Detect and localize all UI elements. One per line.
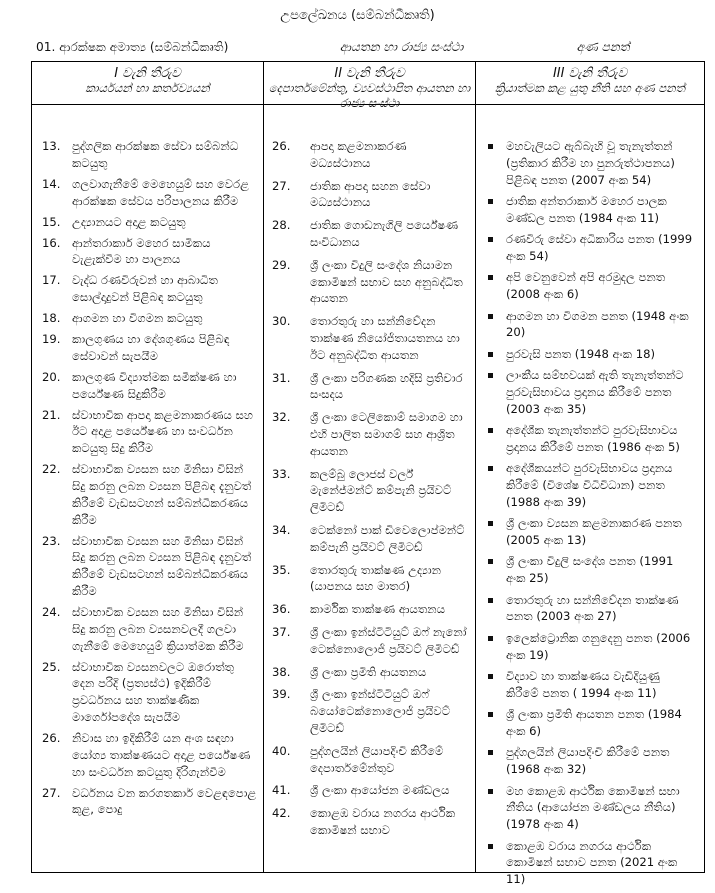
functions-list — [32, 138, 260, 822]
list-item — [264, 743, 475, 777]
item-text: ශ්‍රී ලංකා ආයෝජන මණ්ඩලය — [310, 783, 450, 798]
list-item — [32, 407, 260, 457]
square-bullet-icon — [488, 373, 493, 378]
square-bullet-icon — [488, 750, 493, 755]
item-text: නිවාස හා ඉදිකිරීම් යන අංශ සඳහා යෝග්‍ය තාක්ෂණයට අදාළ පර්යේෂණ හා සංවර්ධන කටයුතු දිරිගැන්වීම — [72, 730, 251, 779]
square-bullet-icon — [488, 144, 493, 149]
section-header-row — [30, 40, 710, 58]
list-item — [264, 601, 475, 618]
list-item — [32, 533, 260, 600]
list-item — [32, 331, 260, 365]
item-text: පුද්ගලික ආරක්ෂක සේවා සම්බන්ධ කටයුතු — [72, 139, 239, 170]
item-text: ශ්‍රී ලංකා ව්‍යසන කළමනාකරණ පනත (2005 අංක 13) — [506, 516, 682, 548]
list-item — [32, 310, 260, 327]
square-bullet-icon — [488, 789, 493, 794]
item-number: 24. — [42, 604, 61, 619]
column-2-title: II වැනි තීරුව — [334, 66, 405, 81]
list-item — [476, 308, 704, 342]
item-number: 31. — [272, 370, 291, 385]
list-item — [32, 604, 260, 654]
square-bullet-icon — [488, 636, 493, 641]
item-text: ආන්තරාකාර් මහෙර සාමිකය වැළැක්වීම හා පාලනය — [72, 235, 211, 267]
item-text: කාලගුණය හා දේශගුණය පිළිබඳ සේවාවන් සැපයීම — [72, 332, 230, 363]
item-number: 42. — [272, 806, 291, 821]
square-bullet-icon — [488, 598, 493, 603]
square-bullet-icon — [488, 428, 493, 433]
list-item — [476, 783, 704, 833]
item-text: කාලගුණ විද්‍යාත්මක සමීක්ෂණ හා පර්යේෂණ සිදුකිරීම — [72, 369, 237, 401]
item-text: වැද්ධ රණවිරුවන් හා ආබාධිත සොල්දාදුවන් පිළිබඳ කටයුතු — [72, 273, 218, 305]
item-number: 23. — [42, 533, 61, 548]
column-3-subtitle: ක්‍රියාත්මක කළ යුතු නීති සහ අණ පනත් — [495, 81, 685, 95]
list-item — [32, 272, 260, 306]
item-number: 14. — [42, 176, 61, 191]
item-text: පුරවැසි පනත (1948 අංක 18) — [506, 346, 655, 361]
item-number: 33. — [272, 466, 291, 481]
acts-list — [476, 138, 704, 893]
item-text: කොළඹ වරාය නගරය ආර්ථික කොමිෂන් සභාව පනත (2021 අංක 11) — [506, 838, 678, 887]
item-number: 38. — [272, 664, 291, 679]
square-bullet-icon — [488, 237, 493, 242]
item-text: ගලවාගැනීමේ මෙහෙයුම් සහ වෙරළ ආරක්ෂක සේවය පරිපාලනය කිරීම — [72, 176, 249, 208]
item-text: ශ්‍රී ලංකා ටෙලිකොම් සමාගම හා එහි පාලිත සමාගම් සහ ආශ්‍රිත ආයතන — [310, 410, 463, 458]
item-text: රණවිරු සේවා අධිකාරිය පනත (1999 අංක 54) — [506, 232, 693, 263]
item-text: ශ්‍රී ලංකා ප්‍රමිති ආයතනය — [310, 664, 427, 679]
square-bullet-icon — [488, 559, 493, 564]
item-text: ශ්‍රී ලංකා විදුලි සංදේශ පනත (1991 අංක 25) — [506, 554, 674, 586]
list-item — [264, 664, 475, 681]
item-text: කොළඹ වරාය නගරය ආර්ථික කොමිෂන් සභාව — [310, 806, 456, 837]
item-number: 26. — [42, 730, 61, 745]
item-text: ජාතික අන්තරාකාර් මහෙර පාලක මණ්ඩල පනත (1984 අංක 11) — [506, 193, 667, 225]
square-bullet-icon — [488, 466, 493, 471]
item-text: ශ්‍රී ලංකා ඉන්ස්ටිටියුට් ඔෆ් බයෝටෙක්නොලොජි ප්‍රයිවට් ලිමිටඩ් — [310, 687, 451, 735]
list-item — [476, 422, 704, 456]
item-number: 19. — [42, 332, 61, 347]
column-1-subtitle: කාර්යයන් හා කර්තව්‍යයන් — [85, 81, 210, 95]
item-text: ජාතික ගොඩනැගිලි පර්යේෂණ සංවිධානය — [310, 218, 459, 249]
item-text: තොරතුරු හා සන්නිවේදන තාක්ෂණ නියෝජිතායතනය හා ඊට අනුබද්ධිත ආයතන — [310, 314, 460, 362]
item-text: ස්වාභාවික ව්‍යසන සහ මිනිසා විසින් සිදු කරනු ලබන ව්‍යසන පිළිබඳ දැනුවත් කිරීමේ වැඩසටහන් සම්බන්ධීකරණය කිරීම — [72, 533, 252, 598]
square-bullet-icon — [488, 674, 493, 679]
item-text: ටෙක්නෝ පාක් ඩිවෙලොප්මන්ට් කම්පැනි ප්‍රයිවට් ලිමිටඩ් — [310, 522, 465, 554]
item-text: විද්‍යාව හා තාක්ෂණය වැඩිදියුණු කිරීමේ පනත ( 1994 අංක 11) — [506, 669, 660, 700]
item-text: ස්වාභාවික ආපදා කළමනාකරණය සහ ඊට අදාළ පර්යේෂණ හා සංවර්ධන කටයුතු සිදු කිරීම — [72, 407, 253, 456]
item-text: ස්වාභාවික ව්‍යසනවලට ඔරොත්තු දෙන පරිදි (ප්‍රත්‍යස්ථ) ඉදිකිරීම් ප්‍රවර්ධනය සහ තාක්ෂණික මාර්ගෝපදේශ සැපයීම — [72, 659, 235, 724]
list-item — [264, 466, 475, 516]
list-item — [264, 805, 475, 839]
list-item — [476, 553, 704, 587]
list-item — [32, 235, 260, 269]
list-item — [264, 217, 475, 251]
item-text: ශ්‍රී ලංකා පරිගණක හදිසි ප්‍රතිචාර සංසදය — [310, 370, 463, 402]
section-label: 01. ආරක්ෂක අමාත්‍ය (සම්බන්ධීකෘති) — [36, 40, 229, 54]
item-text: කාර්මික තාක්ෂණ ආයතනය — [310, 602, 446, 617]
item-number: 27. — [272, 178, 291, 193]
item-text: ශ්‍රී ලංකා ප්‍රමිති ආයතන පනත (1984 අංක 6) — [506, 707, 682, 739]
list-item — [32, 730, 260, 780]
item-number: 13. — [42, 139, 61, 153]
list-item — [476, 630, 704, 664]
list-item — [476, 460, 704, 510]
list-item — [264, 178, 475, 212]
schedule-table — [31, 61, 705, 887]
acts-label: අණ පනත් — [576, 40, 630, 54]
item-text: තොරතුරු හා සන්නිවේදන තාක්ෂණ පනත (2003 අංක 27) — [506, 592, 679, 624]
list-item — [32, 461, 260, 528]
list-item — [32, 785, 260, 819]
item-number: 21. — [42, 407, 61, 422]
list-item — [476, 515, 704, 549]
item-text: ආපදා කළමනාකරණ මධ්‍යස්ථානය — [310, 139, 407, 170]
item-number: 32. — [272, 410, 291, 425]
item-text: අපි වෙනුවෙන් අපි අරමුදල පනත (2008 අංක 6) — [506, 270, 666, 302]
column-1-header — [32, 66, 263, 96]
item-text: තොරතුරු තාක්ෂණ උද්‍යාන (යාපනය සහ මාතර) — [310, 562, 442, 594]
list-item — [264, 138, 475, 172]
list-item — [476, 231, 704, 265]
item-text: ආගමන හා විගමන කටයුතු — [72, 311, 203, 326]
list-item — [476, 744, 704, 778]
item-text: ජාතික ආපදා සහන සේවා මධ්‍යස්ථානය — [310, 178, 431, 210]
list-item — [476, 193, 704, 227]
column-3-title: III වැනි තීරුව — [552, 66, 628, 81]
item-number: 25. — [42, 659, 61, 674]
item-text: පුද්ගලයින් ලියාපදිංචි කිරීමේ පනත (1968 අංක 32) — [506, 745, 670, 777]
item-text: පුද්ගලයින් ලියාපදිංචි කිරීමේ දෙපාර්තමේන්තුව — [310, 743, 444, 775]
item-text: ආගමන හා විගමන පනත (1948 අංක 20) — [506, 308, 689, 340]
item-text: වර්ධනය වන කරගතකාර් වෙළඳපොළ කුළ, පොදු — [72, 785, 257, 817]
column-1-title: I වැනි තීරුව — [114, 66, 181, 81]
item-number: 41. — [272, 783, 291, 798]
item-number: 30. — [272, 314, 291, 329]
item-number: 39. — [272, 687, 291, 702]
list-item — [264, 624, 475, 658]
item-number: 20. — [42, 369, 61, 384]
list-item — [476, 346, 704, 363]
square-bullet-icon — [488, 199, 493, 204]
list-item — [32, 214, 260, 231]
page-title: උපලේඛනය (සම්බන්ධීකෘති) — [280, 8, 435, 23]
list-item — [264, 782, 475, 799]
item-number: 18. — [42, 311, 61, 326]
column-3-header — [476, 66, 704, 96]
item-text: අදේශීක තැනැත්තන්ට පුරවැසිභාවය ප්‍රදානය කිරීමේ පනත (1986 අංක 5) — [506, 423, 680, 454]
list-item — [264, 257, 475, 307]
list-item — [32, 369, 260, 403]
item-number: 16. — [42, 235, 61, 250]
list-item — [476, 592, 704, 626]
item-text: ශ්‍රී ලංකා ඉන්ස්ටිටියුට් ඔෆ් නැනෝ ටෙක්නොලොජි ප්‍රයිවට් ලිමිටඩ් — [310, 624, 467, 656]
item-text: අදේශීකයන්ට පුරවැසිභාවය ප්‍රදානය කිරීමේ (විශේෂ විධිවිධාන) පනත (1988 අංක 39) — [506, 461, 673, 509]
list-item — [476, 838, 704, 888]
item-number: 17. — [42, 273, 61, 288]
item-number: 28. — [272, 218, 291, 233]
item-number: 37. — [272, 624, 291, 639]
list-item — [264, 313, 475, 363]
column-2-subtitle: දෙපාර්තමේන්තු, ව්‍යවස්ථාපිත ආයතන හා රාජ්‍ය සංස්ථා — [268, 81, 471, 110]
list-item — [476, 138, 704, 188]
item-number: 22. — [42, 462, 61, 477]
item-number: 27. — [42, 785, 61, 800]
square-bullet-icon — [488, 314, 493, 319]
list-item — [264, 370, 475, 404]
list-item — [264, 522, 475, 556]
item-number: 15. — [42, 214, 61, 229]
item-text: කලම්බු ලොජස් වර්ල් මැනේජ්මන්ට් කම්පැනි ප්‍රයිවට් ලිමිටඩ් — [310, 466, 452, 515]
list-item — [264, 562, 475, 596]
item-text: ස්වාභාවික ව්‍යසන සහ මිනිසා විසින් සිදු කරනු ලබන ව්‍යසන පිළිබඳ දැනුවත් කිරීමේ වැඩසටහන් සම්බන්ධීකරණය කිරීම — [72, 462, 252, 527]
item-text: ඉලෙක්ට්‍රොනික ගනුදෙනු පනත (2006 අංක 19) — [506, 630, 691, 662]
list-item — [476, 269, 704, 303]
square-bullet-icon — [488, 275, 493, 280]
item-text: ලාංකීය සම්භවයක් ඇති තැනැත්තන්ට පුරවැසිභාවය ප්‍රදානය කිරීමේ පනත (2003 අංක 35) — [506, 368, 684, 416]
item-number: 29. — [272, 257, 291, 272]
list-item — [32, 176, 260, 210]
item-number: 35. — [272, 562, 291, 577]
square-bullet-icon — [488, 352, 493, 357]
item-text: මහවැලියට ඇබ්බැහි වූ තැනැත්තන් (ප්‍රතිකාර කිරීම හා පුනරුත්ථාපනය) පිළිබඳ පනත (2007 අංක 54) — [506, 139, 675, 187]
list-item — [264, 686, 475, 736]
list-item — [32, 659, 260, 726]
institutions-label: ආයතන හා රාජ්‍ය සංස්ථා — [339, 40, 464, 54]
column-2-header — [264, 66, 475, 111]
item-number: 34. — [272, 522, 291, 537]
institutions-list — [264, 138, 475, 845]
item-number: 26. — [272, 139, 291, 153]
item-text: උද්‍යානයට අදාළ කටයුතු — [72, 214, 186, 229]
list-item — [476, 668, 704, 702]
item-number: 40. — [272, 743, 291, 758]
item-text: මහ කොළඹ ආර්ථික කොමිෂන් සභා නීතිය (ආයෝජන මණ්ඩලය නීතිය) (1978 අංක 4) — [506, 783, 680, 832]
item-text: ස්වාභාවික ව්‍යසන සහ මිනිසා විසින් සිදු කරනු ලබන ව්‍යසනවලදී ගලවා ගැනීමේ මෙහෙයුම් ක්‍රියාත්මක කිරීම — [72, 604, 244, 653]
list-item — [476, 706, 704, 740]
item-number: 36. — [272, 602, 291, 617]
square-bullet-icon — [488, 844, 493, 849]
list-item — [476, 367, 704, 417]
square-bullet-icon — [488, 521, 493, 526]
square-bullet-icon — [488, 712, 493, 717]
list-item — [32, 138, 260, 172]
list-item — [264, 409, 475, 459]
item-text: ශ්‍රී ලංකා විදුලි සංදේශ නියාමන කොමිෂන් සභාව සහ අනුබද්ධිත ආයතන — [310, 257, 463, 306]
